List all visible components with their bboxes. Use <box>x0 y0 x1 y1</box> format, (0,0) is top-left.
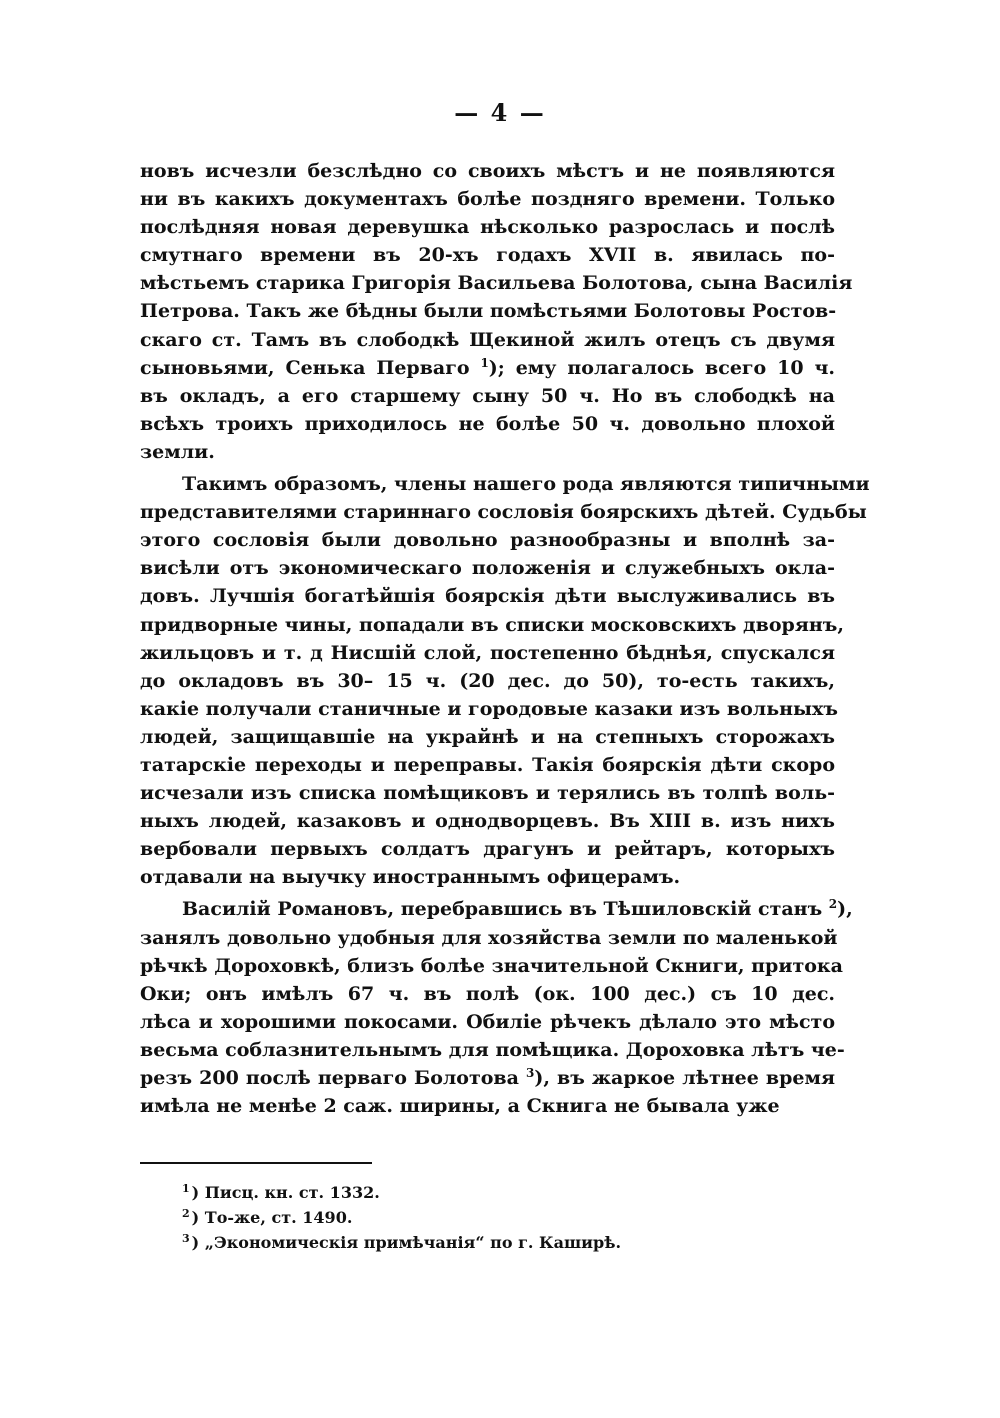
footnote-reference[interactable]: 1 <box>480 355 489 370</box>
text-line: земли. <box>140 440 215 463</box>
text-line: висѣли отъ экономическаго положенія и служебныхъ окла- <box>140 557 835 580</box>
text-line: придворные чины, попадали въ списки московскихъ дворянъ, <box>140 613 844 636</box>
footnote-reference[interactable]: 3 <box>526 1066 535 1080</box>
text-line: татарскіе переходы и переправы. Такія боярскія дѣти скоро <box>140 753 835 776</box>
page-number: — 4 — <box>454 98 546 127</box>
text-line: лѣса и хорошими покосами. Обиліе рѣчекъ дѣлало это мѣсто <box>140 1010 835 1033</box>
body-text <box>140 157 870 1120</box>
text-line: жильцовъ и т. д Нисшій слой, постепенно бѣднѣя, спускался <box>140 641 835 664</box>
paragraph <box>140 895 853 1120</box>
text-line: новъ исчезли безслѣдно со своихъ мѣстъ и не появляются <box>140 160 835 182</box>
text-line: представителями стариннаго сословія боярскихъ дѣтей. Судьбы <box>140 501 867 524</box>
text-line: Оки; онъ имѣлъ 67 ч. въ полѣ (ок. 100 дес.) съ 10 дес. <box>140 982 835 1005</box>
text-line: довъ. Лучшія богатѣйшія боярскія дѣти выслуживались въ <box>140 585 835 608</box>
text-line: Петрова. Такъ же бѣдны были помѣстьями Болотовы Ростов- <box>140 300 837 323</box>
text-line: скаго ст. Тамъ въ слободкѣ Щекиной жилъ отецъ съ двумя <box>140 328 835 351</box>
text-line: послѣдняя новая деревушка нѣсколько разрослась и послѣ <box>140 216 835 239</box>
text-line: всѣхъ троихъ приходилось не болѣе 50 ч. довольно плохой <box>140 412 835 435</box>
footnotes <box>182 1180 782 1255</box>
text-line: какіе получали станичные и городовые казаки изъ вольныхъ <box>140 697 838 720</box>
text-line: ни въ какихъ документахъ болѣе поздняго времени. Только <box>140 188 835 211</box>
text-line: Такимъ образомъ, члены нашего рода являются типичными <box>182 473 870 496</box>
footnote: $^2$ ) То-же, ст. 1490. <box>182 1207 353 1227</box>
footnote: $^1$ ) Писц. кн. ст. 1332. <box>182 1182 380 1202</box>
text-line: вербовали первыхъ солдатъ драгунъ и рейтаръ, которыхъ <box>140 838 835 861</box>
text-line: занялъ довольно удобныя для хозяйства земли по маленькой <box>140 926 838 949</box>
text-line: ныхъ людей, казаковъ и однодворцевъ. Въ XIII в. изъ нихъ <box>140 810 835 833</box>
paragraph <box>140 470 870 891</box>
text-line: Василій Романовъ, перебравшись въ Тѣшиловскій станъ $^2$), <box>182 897 853 921</box>
footnote-mark: 2 <box>182 1207 190 1220</box>
footnote-mark: 1 <box>182 1182 190 1195</box>
text-line: весьма соблазнительнымъ для помѣщика. Дороховка лѣтъ че- <box>140 1038 845 1061</box>
footnote-reference[interactable]: 2 <box>828 897 838 912</box>
text-line: отдавали на выучку иностраннымъ офицерамъ. <box>140 866 681 889</box>
text-line: смутнаго времени въ 20-хъ годахъ XVII в. явилась по- <box>140 244 835 267</box>
footnote-text: Писц. кн. ст. 1332. <box>204 1183 380 1202</box>
text-line: въ окладъ, а его старшему сыну 50 ч. Но въ слободкѣ на <box>140 384 835 407</box>
footnote-text: То-же, ст. 1490. <box>204 1208 353 1227</box>
text-line: мѣстьемъ старика Григорія Васильева Болотова, сына Василія <box>140 272 853 295</box>
text-line: этого сословія были довольно разнообразны и вполнѣ за- <box>140 529 835 552</box>
footnote-mark: 3 <box>182 1232 190 1245</box>
footnote-text: „Экономическія примѣчанія“ по г. Каширѣ. <box>204 1233 622 1252</box>
text-line: резъ 200 послѣ перваго Болотова $^3$), въ жаркое лѣтнее время <box>140 1066 835 1089</box>
text-line: исчезали изъ списка помѣщиковъ и терялись въ толпѣ воль- <box>140 782 835 805</box>
text-line: сыновьями, Сенька Перваго $^1$); ему полагалось всего 10 ч. <box>140 355 835 379</box>
footnote-divider <box>140 1162 372 1164</box>
text-line: имѣла не менѣе 2 саж. ширины, а Скнига не бывала уже <box>140 1095 780 1118</box>
text-line: людей, защищавшіе на украйнѣ и на степныхъ сторожахъ <box>140 725 835 748</box>
paragraph <box>140 157 853 466</box>
text-line: до окладовъ въ 30– 15 ч. (20 дес. до 50), то-есть такихъ, <box>140 669 835 692</box>
text-line: рѣчкѣ Дороховкѣ, близъ болѣе значительной Скниги, притока <box>140 954 843 977</box>
footnote: $^3$ ) „Экономическія примѣчанія“ по г. Каширѣ. <box>182 1232 622 1252</box>
